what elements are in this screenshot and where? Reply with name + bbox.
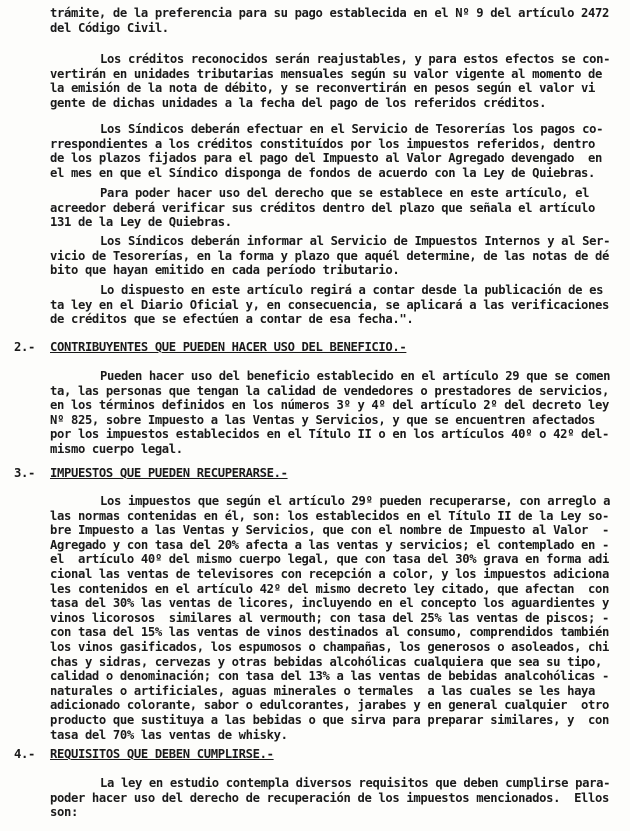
section-heading: CONTRIBUYENTES QUE PUEDEN HACER USO DEL BENEFICIO.- — [50, 340, 407, 354]
paragraph-line: de créditos que se efectúen a contar de esa fecha.". — [50, 312, 414, 327]
paragraph-line: mismo cuerpo legal. — [50, 442, 183, 456]
paragraph-line: bre Impuesto a las Ventas y Servicios, que con el nombre de Impuesto al Valor - — [50, 523, 610, 538]
paragraph-line: cional las ventas de televisores con recepción a color, y los impuestos adiciona — [50, 567, 610, 581]
paragraph-line: Para poder hacer uso del derecho que se establece en este artículo, el — [100, 186, 590, 200]
paragraph-line: producto que sustituya a las bebidas o que sirva para preparar similares, y con — [50, 713, 610, 727]
paragraph-line: Lo dispuesto en este artículo regirá a contar desde la publicación de es — [100, 283, 604, 297]
paragraph-line: ta, las personas que tengan la calidad de vendedores o prestadores de servicios, — [50, 383, 610, 398]
paragraph-line: Pueden hacer uso del beneficio establecido en el artículo 29 que se comen — [100, 369, 611, 383]
paragraph-line: La ley en estudio contempla diversos requisitos que deben cumplirse para- — [100, 776, 611, 790]
paragraph-line: adicionado colorante, sabor o edulcorantes, jarabes y en general cualquier otro — [50, 698, 610, 713]
section-heading: REQUISITOS QUE DEBEN CUMPLIRSE.- — [50, 747, 274, 761]
paragraph-line: los vinos gasificados, los espumosos o champañas, los generosos o asoleados, chi — [50, 640, 610, 654]
section-heading: IMPUESTOS QUE PUEDEN RECUPERARSE.- — [50, 466, 288, 480]
section-number: 3.- — [14, 466, 35, 480]
paragraph-line: ta ley en el Diario Oficial y, en consecuencia, se aplicará a las verificaciones — [50, 297, 610, 312]
paragraph-line: Los créditos reconocidos serán reajustables, y para estos efectos se con- — [100, 52, 611, 66]
paragraph-line: bito que hayan emitido en cada período tributario. — [50, 263, 400, 278]
paragraph-line: trámite, de la preferencia para su pago establecida en el Nº 9 del artículo 2472 — [50, 6, 610, 20]
paragraph-line: la emisión de la nota de débito, y se reconvertirán en pesos según el valor vi — [50, 81, 596, 96]
paragraph-line: Agregado y con tasa del 20% afecta a las ventas y servicios; el contemplado en - — [50, 537, 610, 552]
paragraph-line: por los impuestos establecidos en el Título II o en los artículos 40º o 42º del- — [50, 427, 610, 442]
paragraph-line: vertirán en unidades tributarias mensuales según su valor vigente al momento de — [50, 66, 603, 81]
paragraph-line: en los términos definidos en los números 3º y 4º del artículo 2º del decreto ley — [50, 398, 610, 413]
paragraph-line: gente de dichas unidades a la fecha del pago de los referidos créditos. — [50, 95, 547, 110]
paragraph-line: vicio de Tesorerías, en la forma y plazo que aquél determine, de las notas de dé — [50, 248, 610, 263]
paragraph-line: de los plazos fijados para el pago del Impuesto al Valor Agregado devengado en — [50, 151, 603, 166]
paragraph-line: calidad o denominación; con tasa del 13% a las ventas de bebidas analcohólicas - — [50, 669, 610, 684]
section-number: 4.- — [14, 747, 35, 761]
paragraph-line: vinos licorosos similares al vermouth; con tasa del 25% las ventas de piscos; - — [50, 610, 610, 625]
paragraph-line: Los Síndicos deberán informar al Servicio de Impuestos Internos y al Ser- — [100, 234, 611, 248]
paragraph-line: son: — [50, 805, 78, 820]
paragraph-line: del Código Civil. — [50, 20, 169, 35]
paragraph-line: acreedor deberá verificar sus créditos dentro del plazo que señala el artículo — [50, 200, 596, 215]
paragraph-line: tasa del 70% las ventas de whisky. — [50, 727, 288, 742]
paragraph-line: les contenidos en el artículo 42º del mismo decreto ley citado, que afectan con — [50, 581, 610, 596]
paragraph-line: tasa del 30% las ventas de licores, incluyendo en el concepto los aguardientes y — [50, 596, 610, 611]
paragraph-line: con tasa del 15% las ventas de vinos destinados al consumo, comprendidos también — [50, 625, 610, 640]
paragraph-line: Nº 825, sobre Impuesto a las Ventas y Servicios, y que se encuentren afectados — [50, 412, 596, 427]
paragraph-line: Los Síndicos deberán efectuar en el Servicio de Tesorerías los pagos co- — [100, 122, 604, 136]
section-number: 2.- — [14, 340, 35, 354]
paragraph-line: rrespondientes a los créditos constituídos por los impuestos referidos, dentro — [50, 136, 596, 151]
paragraph-line: el artículo 40º del mismo cuerpo legal, que con tasa del 30% grava en forma adi — [50, 552, 610, 567]
paragraph-line: las normas contenidas en él, son: los establecidos en el Título II de la Ley so- — [50, 508, 610, 523]
paragraph-line: el mes en que el Síndico disponga de fondos de acuerdo con la Ley de Quiebras. — [50, 165, 596, 180]
paragraph-line: naturales o artificiales, aguas minerales o termales a las cuales se les haya — [50, 683, 596, 698]
paragraph-line: Los impuestos que según el artículo 29º pueden recuperarse, con arreglo a — [100, 494, 611, 508]
paragraph-line: poder hacer uso del derecho de recuperación de los impuestos mencionados. Ellos — [50, 790, 610, 805]
paragraph-line: 131 de la Ley de Quiebras. — [50, 215, 232, 230]
paragraph-line: chas y sidras, cervezas y otras bebidas alcohólicas cualquiera que sea su tipo, — [50, 654, 603, 669]
